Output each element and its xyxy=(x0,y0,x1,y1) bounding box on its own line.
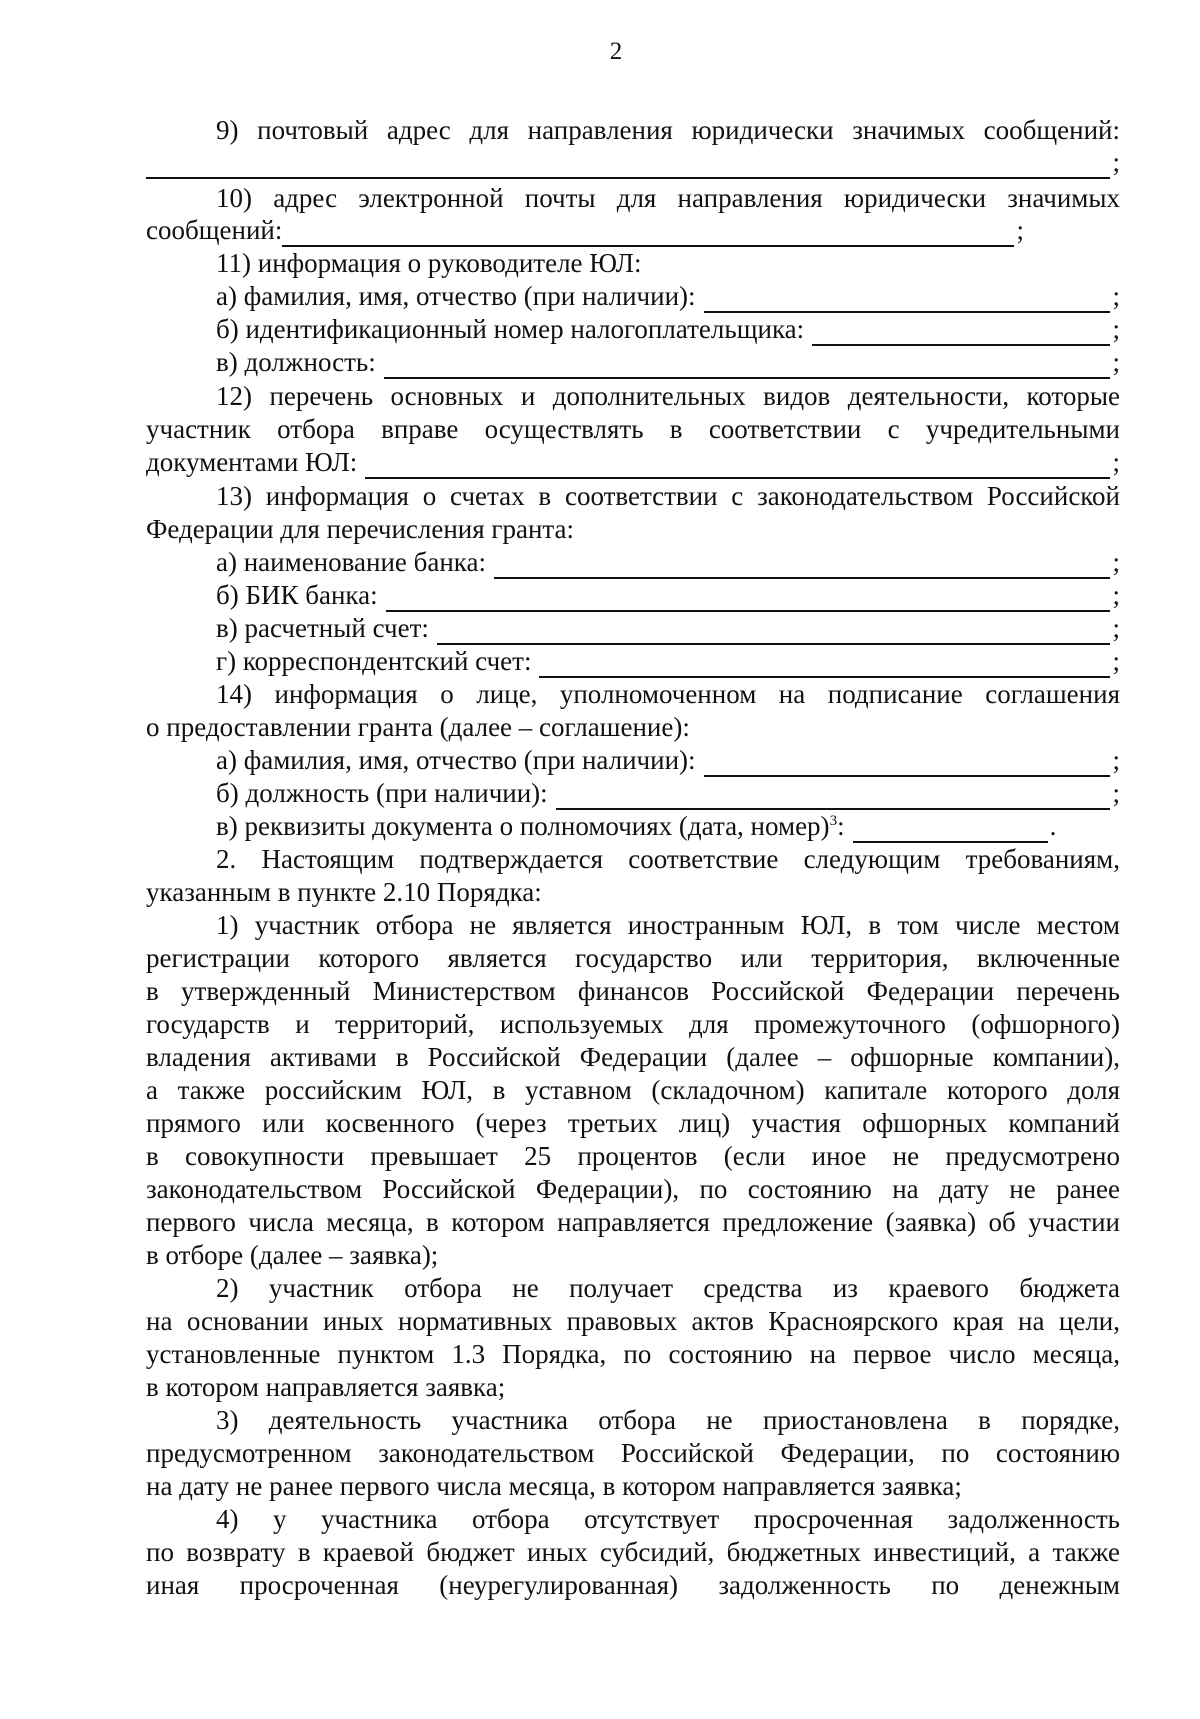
line-label: б) идентификационный номер налогоплательщика: xyxy=(216,314,805,344)
text-line: предусмотренном законодательством Российской Федерации, по состоянию xyxy=(146,1438,1120,1468)
text-line: 3) деятельность участника отбора не приостановлена в порядке, xyxy=(216,1405,1120,1435)
text-line: государств и территорий, используемых для промежуточного (офшорного) xyxy=(146,1009,1120,1039)
text-line: Федерации для перечисления гранта: xyxy=(146,514,575,544)
line-end: ; xyxy=(1112,447,1120,477)
text-line: законодательством Российской Федерации), по состоянию на дату не ранее xyxy=(146,1174,1120,1204)
text-line: в утвержденный Министерством финансов Российской Федерации перечень xyxy=(146,976,1120,1006)
footnote-marker: 3 xyxy=(829,813,838,829)
line-end: ; xyxy=(1112,613,1120,643)
line-label: в) должность: xyxy=(216,347,376,377)
fill-line xyxy=(494,554,1110,579)
line-label: а) наименование банка: xyxy=(216,547,486,577)
blank-line xyxy=(146,146,1120,179)
fill-line xyxy=(812,321,1110,346)
form-line xyxy=(146,612,1120,645)
line-label: б) должность (при наличии): xyxy=(216,778,548,808)
fill-line xyxy=(146,154,1110,179)
fill-line xyxy=(384,354,1111,379)
text-line: владения активами в Российской Федерации (далее – офшорные компании), xyxy=(146,1042,1120,1072)
form-line xyxy=(146,280,1120,313)
page-number: 2 xyxy=(609,38,623,65)
text-line: по возврату в краевой бюджет иных субсидий, бюджетных инвестиций, а также xyxy=(146,1537,1120,1567)
line-end: . xyxy=(1049,811,1057,841)
text-line: 4) у участника отбора отсутствует просроченная задолженность xyxy=(216,1504,1120,1534)
line-end: ; xyxy=(1112,646,1120,676)
fill-line xyxy=(539,653,1110,678)
text-line: установленные пунктом 1.3 Порядка, по состоянию на первое число месяца, xyxy=(146,1339,1120,1369)
text-line: на дату не ранее первого числа месяца, в котором направляется заявка; xyxy=(146,1471,962,1501)
text-line: о предоставлении гранта (далее – соглашение): xyxy=(146,712,690,742)
line-end: ; xyxy=(1112,580,1120,610)
text-line: 2. Настоящим подтверждается соответствие следующим требованиям, xyxy=(216,844,1120,874)
fill-line xyxy=(704,752,1111,777)
line-label: сообщений: xyxy=(146,215,283,245)
fill-line xyxy=(386,587,1111,612)
line-end: ; xyxy=(1112,347,1120,377)
form-line xyxy=(146,744,1120,777)
fill-line xyxy=(437,620,1111,645)
form-line xyxy=(146,810,1120,843)
line-end: ; xyxy=(1112,281,1120,311)
text-line: 12) перечень основных и дополнительных видов деятельности, которые xyxy=(216,381,1120,411)
line-label: а) фамилия, имя, отчество (при наличии): xyxy=(216,745,696,775)
line-end: ; xyxy=(1112,147,1120,177)
text-line: 13) информация о счетах в соответствии с законодательством Российской xyxy=(216,481,1120,511)
form-line xyxy=(146,313,1120,346)
text-line: прямого или косвенного (через третьих лиц) участия офшорных компаний xyxy=(146,1108,1120,1138)
text-line: регистрации которого является государство или территория, включенные xyxy=(146,943,1120,973)
line-end: ; xyxy=(1112,745,1120,775)
line-label: г) корреспондентский счет: xyxy=(216,646,532,676)
text-line: в совокупности превышает 25 процентов (если иное не предусмотрено xyxy=(146,1141,1120,1171)
form-line xyxy=(146,446,1120,479)
text-line: 2) участник отбора не получает средства из краевого бюджета xyxy=(216,1273,1120,1303)
text-line: 10) адрес электронной почты для направления юридически значимых xyxy=(216,183,1120,213)
text-line: указанным в пункте 2.10 Порядка: xyxy=(146,877,542,907)
fill-line xyxy=(282,222,1014,247)
line-label: б) БИК банка: xyxy=(216,580,378,610)
form-line xyxy=(146,645,1120,678)
fill-line xyxy=(853,818,1048,843)
fill-line xyxy=(704,288,1111,313)
line-end: ; xyxy=(1016,215,1024,245)
line-label: в) расчетный счет: xyxy=(216,613,429,643)
fill-line xyxy=(556,785,1111,810)
form-line xyxy=(146,214,1120,247)
line-label-colon: : xyxy=(837,811,845,841)
line-end: ; xyxy=(1112,314,1120,344)
text-line: в отборе (далее – заявка); xyxy=(146,1240,439,1270)
line-label: документами ЮЛ: xyxy=(146,447,358,477)
text-line: 14) информация о лице, уполномоченном на подписание соглашения xyxy=(216,679,1120,709)
form-line xyxy=(146,346,1120,379)
line-end: ; xyxy=(1112,547,1120,577)
text-line: участник отбора вправе осуществлять в соответствии с учредительными xyxy=(146,414,1120,444)
line-label: а) фамилия, имя, отчество (при наличии): xyxy=(216,281,696,311)
text-line: 1) участник отбора не является иностранным ЮЛ, в том числе местом xyxy=(216,910,1120,940)
form-line xyxy=(146,546,1120,579)
text-line: а также российским ЮЛ, в уставном (складочном) капитале которого доля xyxy=(146,1075,1120,1105)
form-line xyxy=(146,777,1120,810)
form-line xyxy=(146,579,1120,612)
text-line: первого числа месяца, в котором направляется предложение (заявка) об участии xyxy=(146,1207,1120,1237)
text-line: 11) информация о руководителе ЮЛ: xyxy=(216,248,642,278)
text-line: 9) почтовый адрес для направления юридически значимых сообщений: xyxy=(216,115,1120,145)
line-end: ; xyxy=(1112,778,1120,808)
text-line: иная просроченная (неурегулированная) задолженность по денежным xyxy=(146,1570,1120,1600)
fill-line xyxy=(365,454,1110,479)
line-label-text: в) реквизиты документа о полномочиях (дата, номер) xyxy=(216,811,830,841)
line-label xyxy=(216,810,845,843)
text-line: в котором направляется заявка; xyxy=(146,1372,506,1402)
text-line: на основании иных нормативных правовых актов Красноярского края на цели, xyxy=(146,1306,1120,1336)
